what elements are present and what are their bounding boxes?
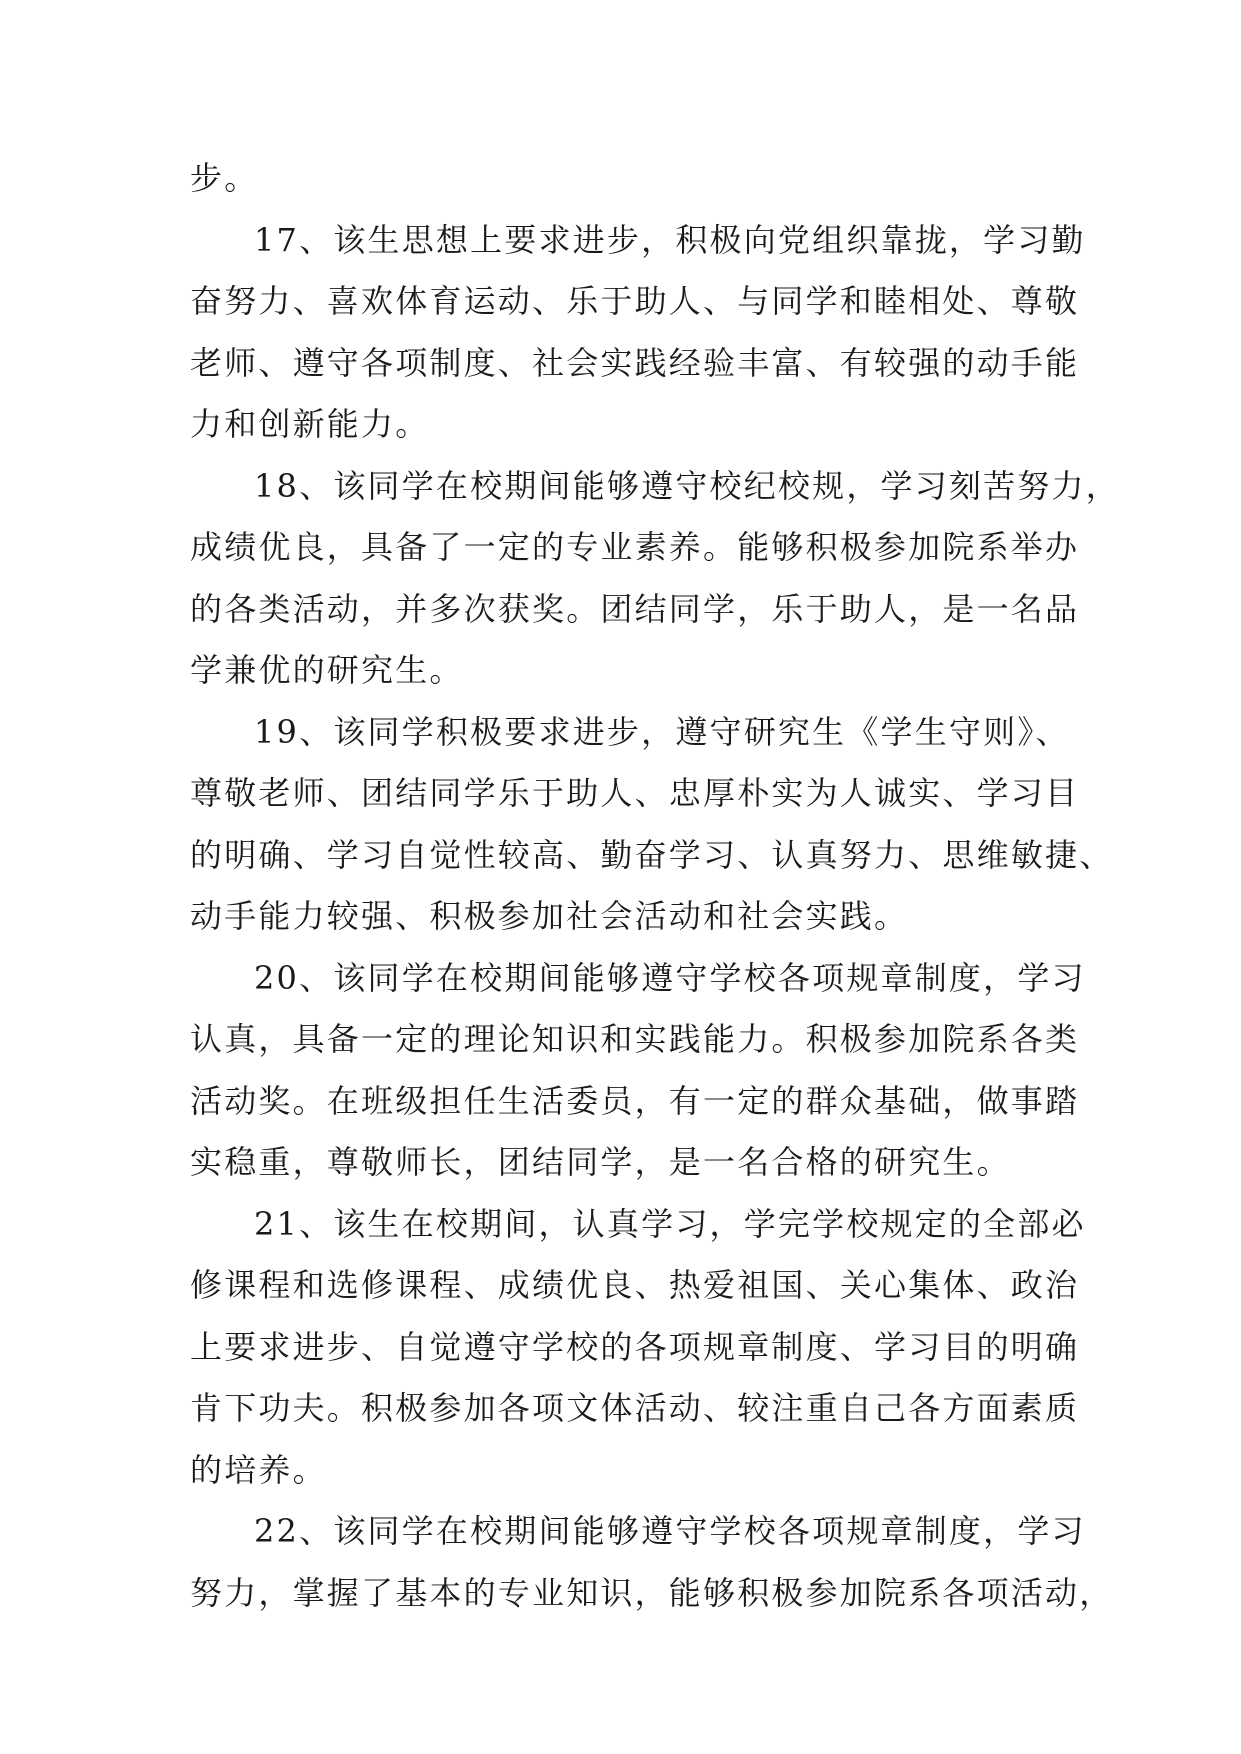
paragraph-continuation [190,148,1050,210]
text-line: 认真，具备一定的理论知识和实践能力。积极参加院系各类 [190,1020,1080,1058]
text-line: 学兼优的研究生。 [190,651,464,689]
text-line: 18、该同学在校期间能够遵守校纪校规，学习刻苦努力， [254,466,1120,505]
text-line: 20、该同学在校期间能够遵守学校各项规章制度，学习 [254,958,1086,997]
document-body [190,148,1120,1624]
text-line: 活动奖。在班级担任生活委员，有一定的群众基础，做事踏 [190,1081,1080,1120]
paragraph-21 [190,1194,1086,1502]
text-line: 努力，掌握了基本的专业知识，能够积极参加院系各项活动， [190,1573,1114,1612]
text-line: 成绩优良，具备了一定的专业素养。能够积极参加院系举办 [190,528,1080,566]
text-line: 的明确、学习自觉性较高、勤奋学习、认真努力、思维敏捷、 [190,835,1114,874]
text-line: 老师、遵守各项制度、社会实践经验丰富、有较强的动手能 [190,343,1080,382]
text-line: 奋努力、喜欢体育运动、乐于助人、与同学和睦相处、尊敬 [190,282,1080,320]
text-line: 实稳重，尊敬师长，团结同学，是一名合格的研究生。 [190,1143,1011,1181]
paragraph-18 [190,456,1120,702]
text-line: 肯下功夫。积极参加各项文体活动、较注重自己各方面素质 [190,1389,1080,1427]
text-line: 22、该同学在校期间能够遵守学校各项规章制度，学习 [254,1512,1086,1550]
paragraph-19 [190,702,1114,948]
text-line: 19、该同学积极要求进步，遵守研究生《学生守则》、 [254,712,1070,751]
text-line: 17、该生思想上要求进步，积极向党组织靠拢，学习勤 [254,220,1086,259]
paragraph-17 [190,210,1086,456]
text-line: 步。 [190,159,259,197]
text-line: 21、该生在校期间，认真学习，学完学校规定的全部必 [254,1204,1086,1243]
text-line: 尊敬老师、团结同学乐于助人、忠厚朴实为人诚实、学习目 [190,774,1080,812]
text-line: 动手能力较强、积极参加社会活动和社会实践。 [190,897,909,935]
paragraph-22 [190,1501,1114,1624]
paragraph-20 [190,948,1086,1194]
text-line: 上要求进步、自觉遵守学校的各项规章制度、学习目的明确 [190,1327,1080,1366]
text-line: 力和创新能力。 [190,405,430,443]
text-line: 的培养。 [190,1450,327,1489]
text-line: 的各类活动，并多次获奖。团结同学，乐于助人，是一名品 [190,589,1080,628]
text-line: 修课程和选修课程、成绩优良、热爱祖国、关心集体、政治 [190,1266,1080,1304]
